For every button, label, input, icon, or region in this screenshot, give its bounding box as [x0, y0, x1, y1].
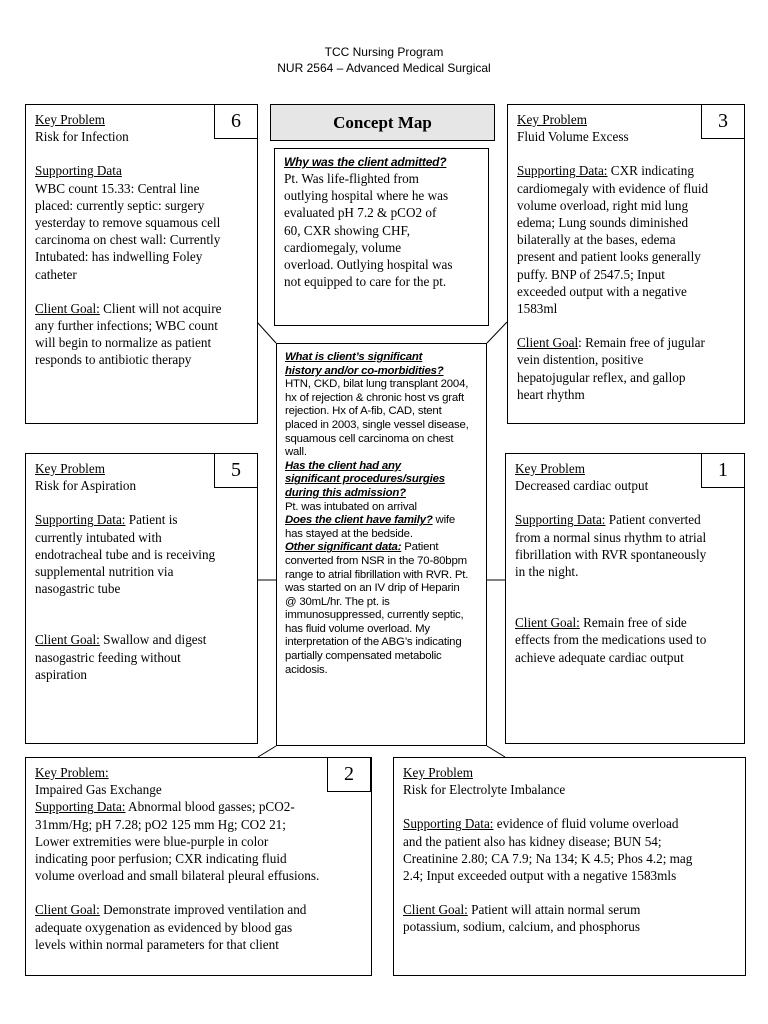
other-data-line: range to atrial fibrillation with RVR. Pt.	[285, 568, 469, 581]
client-goal-line: potassium, sodium, calcium, and phosphorus	[403, 919, 640, 935]
supporting-data-line: indicating poor perfusion; CXR indicating fluid	[35, 851, 287, 867]
other-data-line: acidosis.	[285, 663, 328, 676]
concept-map-title: Concept Map	[333, 112, 432, 132]
admission-reason-box	[274, 148, 489, 326]
key-problem-label: Key Problem	[515, 461, 585, 476]
key-problem-value: Fluid Volume Excess	[517, 129, 629, 145]
supporting-data-text: evidence of fluid volume overload	[493, 816, 679, 832]
client-goal-line: achieve adequate cardiac output	[515, 649, 684, 665]
admission-question: Why was the client admitted?	[284, 155, 447, 169]
supporting-data-line: supplemental nutrition via	[35, 564, 174, 580]
family-answer-rest: has stayed at the bedside.	[285, 527, 413, 540]
admission-answer-line: 60, CXR showing CHF,	[284, 222, 411, 238]
key-problem-label: Key Problem	[35, 112, 105, 127]
supporting-data-line: Intubated: has indwelling Foley	[35, 249, 203, 265]
client-goal-label: Client Goal:	[35, 902, 100, 918]
problem-2-number: 2	[327, 758, 371, 792]
connector-line	[258, 746, 276, 757]
procedures-question-line: during this admission?	[285, 486, 406, 499]
course-name: NUR 2564 – Advanced Medical Surgical	[277, 61, 491, 75]
other-data-line: partially compensated metabolic	[285, 650, 442, 663]
concept-map-title-box	[270, 104, 495, 141]
procedures-answer: Pt. was intubated on arrival	[285, 500, 417, 513]
history-box	[276, 343, 487, 746]
client-goal-line: adequate oxygenation as evidenced by blood gas	[35, 919, 293, 935]
admission-answer-line: outlying hospital where he was	[284, 188, 449, 204]
supporting-data-line: present and patient looks generally	[517, 249, 701, 265]
supporting-data-line: from a normal sinus rhythm to atrial	[515, 529, 707, 545]
supporting-data-line: 1583ml	[517, 301, 558, 317]
client-goal-line: responds to antibiotic therapy	[35, 352, 192, 368]
supporting-data-line: exceeded output with a negative	[517, 283, 687, 299]
problem-1-number: 1	[701, 454, 745, 488]
problem-5-number: 5	[214, 454, 258, 488]
client-goal-line: will begin to normalize as patient	[35, 335, 212, 351]
supporting-data-line: placed: currently septic: surgery	[35, 197, 205, 213]
client-goal-text: Demonstrate improved ventilation and	[99, 902, 307, 918]
family-question: Does the client have family?	[285, 514, 433, 527]
supporting-data-label: Supporting Data:	[35, 799, 126, 815]
key-problem-label: Key Problem:	[35, 765, 109, 780]
supporting-data-line: volume overload, right mid lung	[517, 197, 689, 213]
problem-3-number: 3	[701, 105, 745, 139]
client-goal-text: Remain free of side	[579, 615, 687, 631]
client-goal-line: vein distention, positive	[517, 352, 644, 368]
history-question-line: history and/or co-morbidities?	[285, 364, 444, 377]
connector-line	[487, 322, 507, 343]
other-data-answer: Patient	[401, 541, 439, 554]
history-question-line: What is client’s significant	[285, 351, 423, 363]
supporting-data-line: Creatinine 2.80; CA 7.9; Na 134; K 4.5; Phos 4.2; mag	[403, 850, 693, 866]
supporting-data-text: CXR indicating	[607, 163, 694, 179]
key-problem-label: Key Problem	[35, 461, 105, 476]
client-goal-line: effects from the medications used to	[515, 632, 707, 648]
client-goal-text: Client will not acquire	[99, 300, 222, 316]
admission-answer-line: Pt. Was life-flighted from	[284, 171, 419, 186]
admission-answer-line: overload. Outlying hospital was	[284, 257, 453, 273]
supporting-data-line: currently intubated with	[35, 529, 162, 545]
supporting-data-line: cardiomegaly with evidence of fluid	[517, 180, 709, 196]
supporting-data-line: fibrillation with RVR spontaneously	[515, 546, 707, 562]
supporting-data-text: Abnormal blood gasses; pCO2-	[125, 799, 295, 815]
problem-2-box	[25, 757, 372, 976]
supporting-data-line: catheter	[35, 266, 77, 282]
history-answer-line: HTN, CKD, bilat lung transplant 2004,	[285, 378, 469, 391]
key-problem-value: Risk for Infection	[35, 129, 129, 145]
client-goal-text: Patient will attain normal serum	[467, 902, 641, 918]
supporting-data-line: endotracheal tube and is receiving	[35, 546, 216, 562]
problem-4-box	[393, 757, 746, 976]
other-data-line: was started on an IV drip of Heparin	[285, 582, 460, 595]
client-goal-line: hepatojugular reflex, and gallop	[517, 369, 686, 385]
supporting-data-line: in the night.	[515, 564, 579, 580]
key-problem-label: Key Problem	[517, 112, 587, 127]
client-goal-text: Swallow and digest	[99, 632, 207, 648]
program-name: TCC Nursing Program	[324, 45, 444, 59]
supporting-data-line: bilaterally at the bases, edema	[517, 232, 676, 248]
supporting-data-label: Supporting Data:	[35, 512, 126, 528]
supporting-data-label: Supporting Data:	[515, 512, 606, 528]
client-goal-label: Client Goal:	[35, 300, 100, 316]
procedures-question-line: Has the client had any	[285, 459, 401, 472]
supporting-data-text: Patient is	[125, 512, 178, 528]
connector-line	[487, 746, 505, 757]
supporting-data-line: Lower extremities were blue-purple in color	[35, 833, 269, 849]
key-problem-value: Impaired Gas Exchange	[35, 782, 162, 798]
client-goal-text: : Remain free of jugular	[578, 335, 705, 351]
client-goal-line: nasogastric feeding without	[35, 649, 181, 665]
supporting-data-line: 31mm/Hg; pH 7.28; pO2 125 mm Hg; CO2 21;	[35, 816, 286, 832]
supporting-data-label: Supporting Data:	[403, 816, 494, 832]
supporting-data-line: volume overload and small bilateral pleural effusions.	[35, 868, 320, 884]
supporting-data-line: WBC count 15.33: Central line	[35, 180, 200, 196]
other-data-line: converted from NSR in the 70-80bpm	[285, 554, 467, 567]
client-goal-label: Client Goal:	[515, 615, 580, 631]
client-goal-label: Client Goal:	[35, 632, 100, 648]
supporting-data-line: puffy. BNP of 2547.5; Input	[517, 266, 665, 282]
admission-answer-line: evaluated pH 7.2 & pCO2 of	[284, 205, 437, 221]
supporting-data-label: Supporting Data:	[517, 163, 608, 179]
admission-answer-line: cardiomegaly, volume	[284, 239, 402, 255]
other-data-line: @ 30mL/hr. The pt. is	[285, 595, 390, 608]
supporting-data-line: and the patient also has kidney disease; BUN 54;	[403, 833, 662, 849]
supporting-data-line: carcinoma on chest wall: Currently	[35, 232, 221, 248]
history-answer-line: wall.	[285, 446, 307, 459]
procedures-question-line: significant procedures/surgies	[285, 473, 445, 486]
client-goal-line: aspiration	[35, 666, 88, 682]
problem-1-box	[505, 453, 745, 744]
key-problem-value: Risk for Aspiration	[35, 478, 137, 494]
client-goal-line: any further infections; WBC count	[35, 318, 218, 334]
other-data-question: Other significant data:	[285, 541, 402, 554]
problem-3-box	[507, 104, 745, 424]
admission-answer-line: not equipped to care for the pt.	[284, 274, 447, 290]
family-answer: wife	[432, 514, 456, 527]
problem-5-box	[25, 453, 258, 744]
key-problem-label: Key Problem	[403, 765, 473, 780]
client-goal-line: levels within normal parameters for that client	[35, 936, 279, 952]
supporting-data-line: nasogastric tube	[35, 581, 121, 597]
history-answer-line: rejection. Hx of A-fib, CAD, stent	[285, 405, 442, 418]
supporting-data-line: yesterday to remove squamous cell	[35, 215, 221, 231]
supporting-data-text: Patient converted	[605, 512, 701, 528]
other-data-line: interpretation of the ABG’s indicating	[285, 636, 462, 649]
client-goal-label: Client Goal:	[403, 902, 468, 918]
client-goal-label: Client Goal	[517, 335, 579, 351]
other-data-line: immunosuppressed, currently septic,	[285, 609, 464, 622]
supporting-data-line: edema; Lung sounds diminished	[517, 215, 689, 231]
history-answer-line: hx of rejection & chronic host vs graft	[285, 391, 464, 404]
key-problem-value: Risk for Electrolyte Imbalance	[403, 782, 566, 798]
supporting-data-line: 2.4; Input exceeded output with a negative 1583mls	[403, 868, 677, 884]
supporting-data-label: Supporting Data	[35, 163, 122, 179]
key-problem-value: Decreased cardiac output	[515, 478, 649, 494]
history-answer-line: squamous cell carcinoma on chest	[285, 432, 454, 445]
client-goal-line: heart rhythm	[517, 386, 585, 402]
problem-6-box	[25, 104, 258, 424]
problem-6-number: 6	[214, 105, 258, 139]
history-answer-line: placed in 2003, single vessel disease,	[285, 418, 469, 431]
other-data-line: has fluid volume overload. My	[285, 622, 430, 635]
